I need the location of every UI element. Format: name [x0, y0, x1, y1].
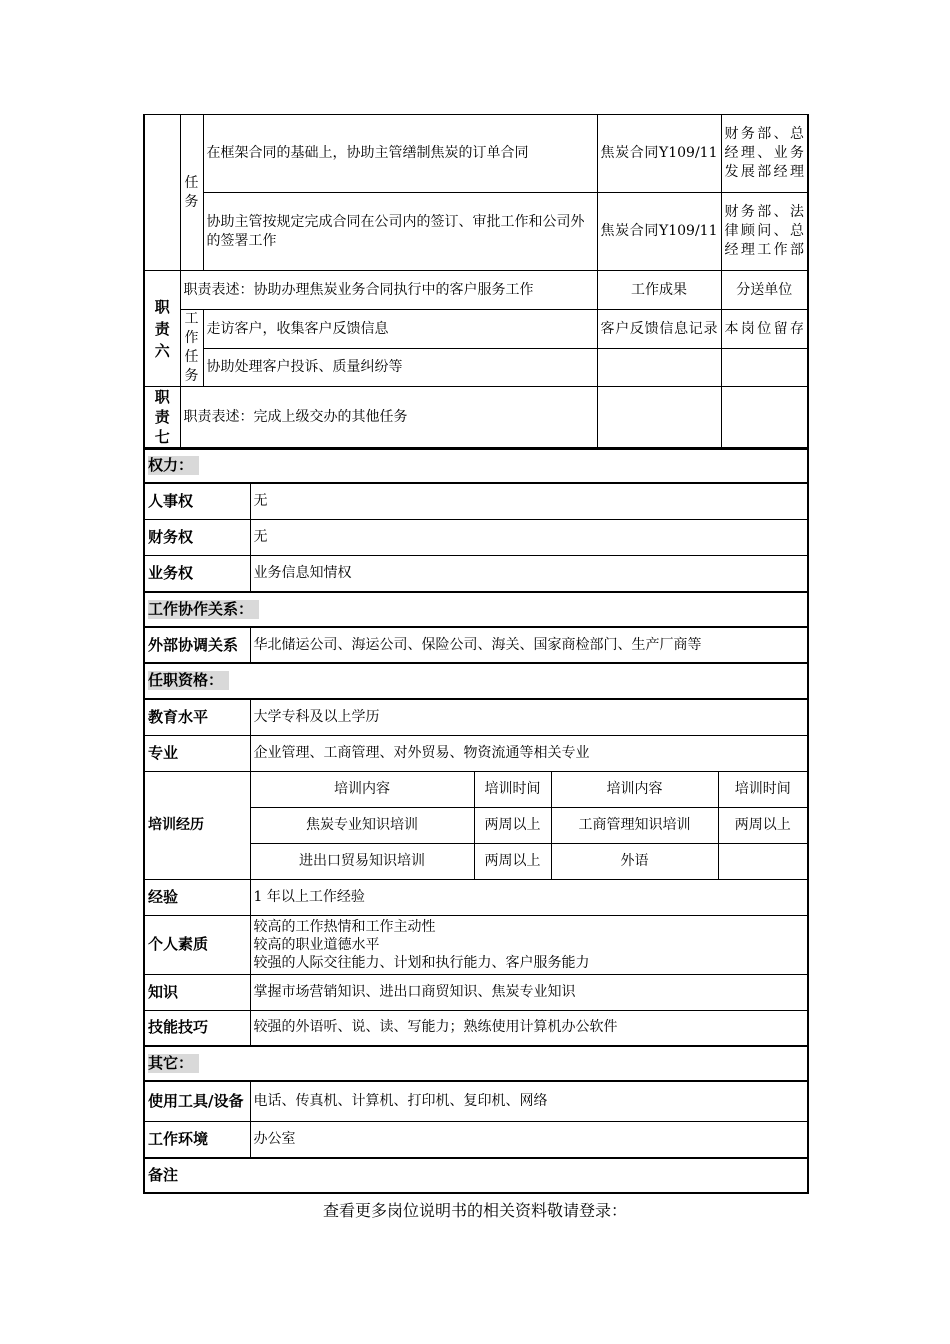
- distribution-header: 分送单位: [721, 271, 808, 310]
- power-row: [144, 519, 808, 555]
- training-header-row: [144, 771, 808, 807]
- empty-cell: [721, 387, 808, 448]
- power-row: [144, 555, 808, 592]
- power-label: 业务权: [144, 555, 250, 592]
- education-label: 教育水平: [144, 699, 250, 735]
- tools-label: 使用工具/设备: [144, 1081, 250, 1121]
- empty-cell: [597, 387, 721, 448]
- task-distribution: 财务部、总经理、业务发展部经理: [721, 115, 808, 193]
- duty6-statement-row: [144, 271, 808, 310]
- duty6-statement: 职责表述：协助办理焦炭业务合同执行中的客户服务工作: [180, 271, 597, 310]
- duty-label-cell: [144, 115, 180, 271]
- task-label: 任务: [180, 115, 203, 271]
- power-value: 无: [250, 519, 808, 555]
- powers-section-title: 权力：: [144, 449, 808, 483]
- relation-label: 外部协调关系: [144, 627, 250, 663]
- qualifications-section-row: [144, 663, 808, 699]
- task-content: 在框架合同的基础上，协助主管缮制焦炭的订单合同: [203, 115, 597, 193]
- task-content: 走访客户，收集客户反馈信息: [203, 310, 597, 349]
- duty7-label: 职责七: [144, 387, 180, 448]
- training-cell: 焦炭专业知识培训: [250, 807, 474, 843]
- result-header: 工作成果: [597, 271, 721, 310]
- task-distribution: 财务部、法律顾问、总经理工作部: [721, 193, 808, 271]
- relation-value: 华北储运公司、海运公司、保险公司、海关、国家商检部门、生产厂商等: [250, 627, 808, 663]
- experience-label: 经验: [144, 879, 250, 915]
- training-cell: 进出口贸易知识培训: [250, 843, 474, 879]
- training-cell: 两周以上: [474, 807, 551, 843]
- skills-value: 较强的外语听、说、读、写能力；熟练使用计算机办公软件: [250, 1010, 808, 1046]
- knowledge-label: 知识: [144, 974, 250, 1010]
- other-row: [144, 1121, 808, 1158]
- task-content: 协助处理客户投诉、质量纠纷等: [203, 349, 597, 387]
- other-section-title: 其它：: [144, 1046, 808, 1081]
- duty6-label: 职责六: [144, 271, 180, 387]
- education-value: 大学专科及以上学历: [250, 699, 808, 735]
- duty6-task-row: [144, 310, 808, 349]
- details-table: [143, 448, 809, 1194]
- relations-section-title: 工作协作关系：: [144, 592, 808, 627]
- power-label: 财务权: [144, 519, 250, 555]
- remarks-label: 备注: [144, 1158, 808, 1193]
- training-cell: 外语: [551, 843, 718, 879]
- task-result: 焦炭合同Y109/11: [597, 115, 721, 193]
- task-result: 焦炭合同Y109/11: [597, 193, 721, 271]
- training-header: 培训时间: [718, 771, 808, 807]
- qualifications-section-title: 任职资格：: [144, 663, 808, 699]
- tools-value: 电话、传真机、计算机、打印机、复印机、网络: [250, 1081, 808, 1121]
- major-row: [144, 735, 808, 771]
- personal-line: 较强的人际交往能力、计划和执行能力、客户服务能力: [253, 954, 590, 971]
- powers-section-row: [144, 449, 808, 483]
- power-value: 无: [250, 483, 808, 519]
- duty-task-row: [144, 115, 808, 193]
- training-header: 培训内容: [250, 771, 474, 807]
- skills-label: 技能技巧: [144, 1010, 250, 1046]
- personal-value: [250, 915, 808, 974]
- task-result: 客户反馈信息记录: [597, 310, 721, 349]
- duties-table: [143, 114, 809, 448]
- training-cell: [718, 843, 808, 879]
- task-distribution: 本岗位留存: [721, 310, 808, 349]
- personal-row: [144, 915, 808, 974]
- duty7-statement: 职责表述：完成上级交办的其他任务: [180, 387, 597, 448]
- other-section-row: [144, 1046, 808, 1081]
- duty6-task-label: 工作任务: [180, 310, 203, 387]
- power-row: [144, 483, 808, 519]
- remarks-row: [144, 1158, 808, 1193]
- major-value: 企业管理、工商管理、对外贸易、物资流通等相关专业: [250, 735, 808, 771]
- training-cell: 两周以上: [474, 843, 551, 879]
- environment-label: 工作环境: [144, 1121, 250, 1158]
- other-row: [144, 1081, 808, 1121]
- training-label: 培训经历: [144, 771, 250, 879]
- personal-label: 个人素质: [144, 915, 250, 974]
- duty7-row: [144, 387, 808, 448]
- relations-section-row: [144, 592, 808, 627]
- major-label: 专业: [144, 735, 250, 771]
- duty6-task-row: [144, 349, 808, 387]
- personal-line: 较高的工作热情和工作主动性: [253, 918, 436, 935]
- environment-value: 办公室: [250, 1121, 808, 1158]
- training-cell: 工商管理知识培训: [551, 807, 718, 843]
- task-content: 协助主管按规定完成合同在公司内的签订、审批工作和公司外的签署工作: [203, 193, 597, 271]
- skills-row: [144, 1010, 808, 1046]
- job-description-table: [143, 114, 807, 1194]
- training-cell: 两周以上: [718, 807, 808, 843]
- personal-line: 较高的职业道德水平: [253, 936, 380, 953]
- education-row: [144, 699, 808, 735]
- knowledge-row: [144, 974, 808, 1010]
- power-label: 人事权: [144, 483, 250, 519]
- experience-value: 1 年以上工作经验: [250, 879, 808, 915]
- task-result: [597, 349, 721, 387]
- duty-task-row: [144, 193, 808, 271]
- experience-row: [144, 879, 808, 915]
- footer-note: 查看更多岗位说明书的相关资料敬请登录：: [322, 1201, 627, 1220]
- task-distribution: [721, 349, 808, 387]
- training-header: 培训内容: [551, 771, 718, 807]
- power-value: 业务信息知情权: [250, 555, 808, 592]
- training-header: 培训时间: [474, 771, 551, 807]
- knowledge-value: 掌握市场营销知识、进出口商贸知识、焦炭专业知识: [250, 974, 808, 1010]
- relation-row: [144, 627, 808, 663]
